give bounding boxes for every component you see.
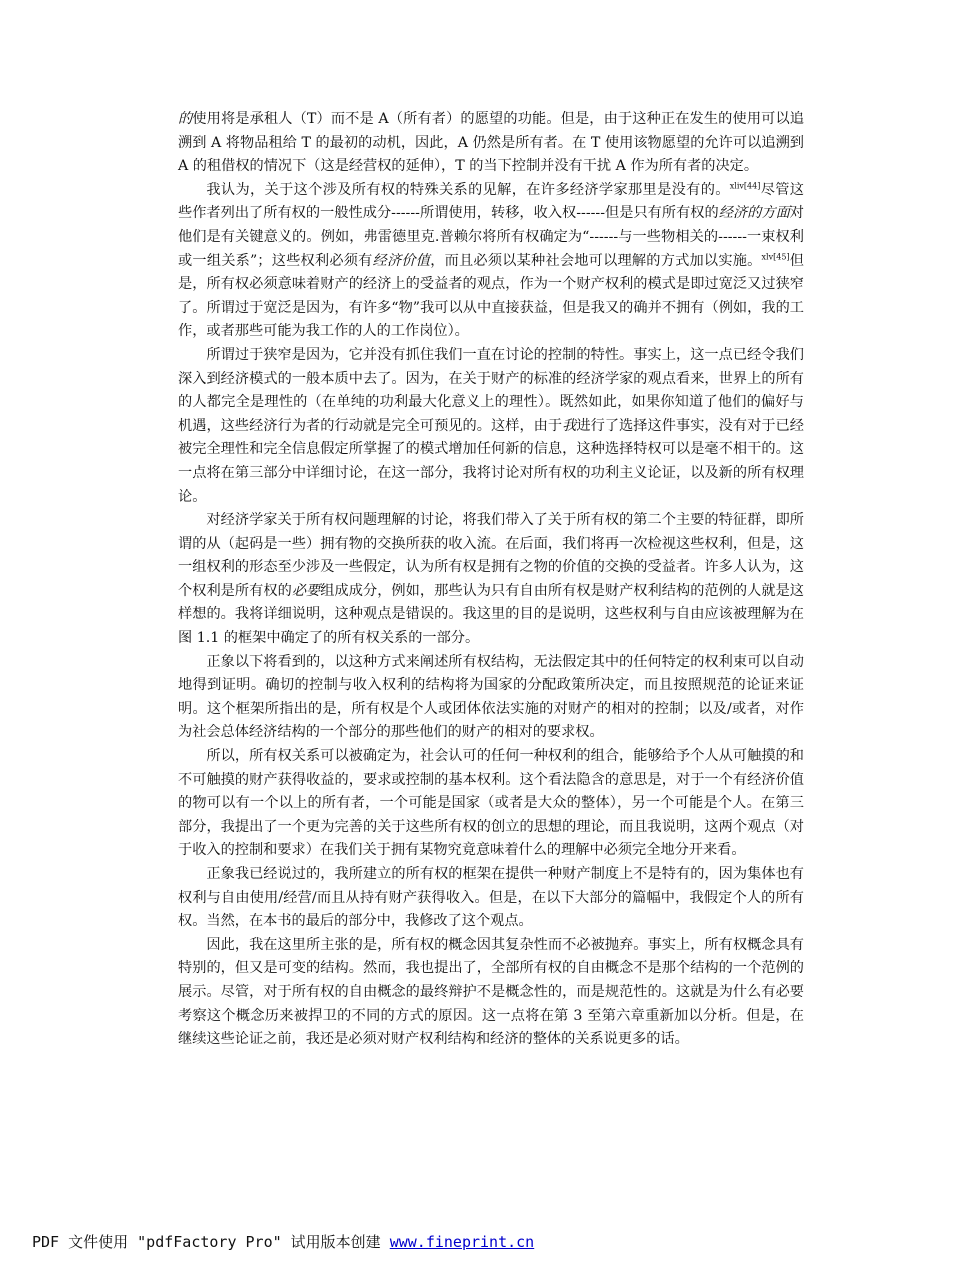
emphasis-text: 我 (562, 417, 577, 434)
paragraph-text: 所以，所有权关系可以被确定为，社会认可的任何一种权利的组合，能够给予个人从可触摸的和不可触摸的财产获得收益的，要求或控制的基本权利。这个看法隐含的意思是，对于一个有经济价值的物可以有一个以上的所有者，一个可能是国家（或者是大众的整体），另一个可能是个人。在第三部分，我提出了一个更为完善的关于这些所有权的创立的思想的理论，而且我说明，这两个观点（对于收入的控制和要求）在我们关于拥有某物究竟意味着什么的理解中必须完全地分开来看。 (178, 748, 804, 859)
paragraph-text: 尽管这些作者列出了所有权的一般性成分------所谓使用，转移，收入权------但是只有所有权的 (178, 181, 804, 222)
paragraph-text: 正象以下将看到的，以这种方式来阐述所有权结构，无法假定其中的任何特定的权利束可以自动地得到证明。确切的控制与收入权利的结构将为国家的分配政策所决定，而且按照规范的论证来证明。这个框架所指出的是，所有权是个人或团体依法实施的对财产的相对的控制；以及/或者，对作为社会总体经济结构的一个部分的那些他们的财产的相对的要求权。 (178, 653, 804, 741)
paragraph-text: 因此，我在这里所主张的是，所有权的概念因其复杂性而不必被抛弃。事实上，所有权概念具有特别的，但又是可变的结构。然而，我也提出了，全部所有权的自由概念不是那个结构的一个范例的展示。尽管，对于所有权的自由概念的最终辩护不是概念性的，而是规范性的。这就是为什么有必要考察这个概念历来被捍卫的不同的方式的原因。这一点将在第 3 至第六章重新加以分析。但是，在继续这些论证之前，我还是必须对财产权利结构和经济的整体的关系说更多的话。 (178, 936, 804, 1048)
paragraph-text: 对他们是有关键意义的。例如，弗雷德里克.普赖尔将所有权确定为“------与一些物相关的------一束权利或一组关系”；这些权利必须有 (178, 205, 804, 269)
pdf-footer (32, 1231, 534, 1252)
emphasis-text: 经济的方面 (718, 205, 790, 222)
paragraph (178, 509, 804, 651)
paragraph (178, 179, 804, 344)
paragraph-text: ，而且必须以某种社会地可以理解的方式加以实施。 (430, 252, 762, 269)
document-body (178, 108, 804, 1052)
paragraph-text: 使用将是承租人（T）而不是 A（所有者）的愿望的功能。但是，由于这种正在发生的使用可以追溯到 A 将物品租给 T 的最初的动机，因此，A 仍然是所有者。在 T 使用该物愿望的允许可以追溯到 A 的租借权的情况下（这是经营权的延伸），T 的当下控制并没有干扰 A 作为所有者的决定。 (178, 111, 804, 175)
paragraph (178, 934, 804, 1052)
paragraph-text: 所谓过于狭窄是因为，它并没有抓住我们一直在讨论的控制的特性。事实上，这一点已经令我们深入到经济模式的一般本质中去了。因为，在关于财产的标准的经济学家的观点看来，世界上的所有的人都完全是理性的（在单纯的功利最大化意义上的理性）。既然如此，如果你知道了他们的偏好与机遇，这些经济行为者的行动就是完全可预见的。这样，由于 (178, 346, 804, 434)
paragraph-text: 组成成分，例如，那些认为只有自由所有权是财产权利结构的范例的人就是这样想的。我将详细说明，这种观点是错误的。我这里的目的是说明，这些权利与自由应该被理解为在图 1.1 的框架中确定了的所有权关系的一部分。 (178, 582, 804, 647)
footnote-ref: xlv[45] (761, 251, 790, 261)
emphasis-text: 的 (178, 111, 193, 127)
paragraph-text: 进行了选择这件事实，没有对于已经被完全理性和完全信息假定所掌握了的模式增加任何新的信息，这种选择特权可以是毫不相干的。这一点将在第三部分中详细讨论，在这一部分，我将讨论对所有权的功利主义论证，以及新的所有权理论。 (178, 417, 804, 505)
paragraph (178, 108, 804, 179)
footer-text: PDF 文件使用 "pdfFactory Pro" 试用版本创建 (32, 1233, 390, 1251)
emphasis-text: 经济价值 (372, 252, 431, 269)
footer-link[interactable]: www.fineprint.cn (389, 1233, 535, 1251)
paragraph-text: 我认为，关于这个涉及所有权的特殊关系的见解，在许多经济学家那里是没有的。 (206, 181, 730, 198)
paragraph (178, 863, 804, 934)
emphasis-text: 必要 (291, 582, 321, 599)
paragraph (178, 651, 804, 745)
footnote-ref: xliv[44] (729, 181, 761, 191)
paragraph-text: 但是，所有权必须意味着财产的经济上的受益者的观点，作为一个财产权利的模式是即过宽泛又过狭窄了。所谓过于宽泛是因为，有许多“物”我可以从中直接获益，但是我又的确并不拥有（例如，我的工作，或者那些可能为我工作的人的工作岗位）。 (178, 252, 804, 340)
paragraph-text: 对经济学家关于所有权问题理解的讨论，将我们带入了关于所有权的第二个主要的特征群，即所谓的从（起码是一些）拥有物的交换所获的收入流。在后面，我们将再一次检视这些权利，但是，这一组权利的形态至少涉及一些假定，认为所有权是拥有之物的价值的交换的受益者。许多人认为，这个权利是所有权的 (178, 512, 804, 599)
paragraph-text: 正象我已经说过的，我所建立的所有权的框架在提供一种财产制度上不是特有的，因为集体也有权利与自由使用/经营/而且从持有财产获得收入。但是，在以下大部分的篇幅中，我假定个人的所有权。当然，在本书的最后的部分中，我修改了这个观点。 (178, 866, 804, 930)
paragraph (178, 344, 804, 509)
paragraph (178, 745, 804, 863)
